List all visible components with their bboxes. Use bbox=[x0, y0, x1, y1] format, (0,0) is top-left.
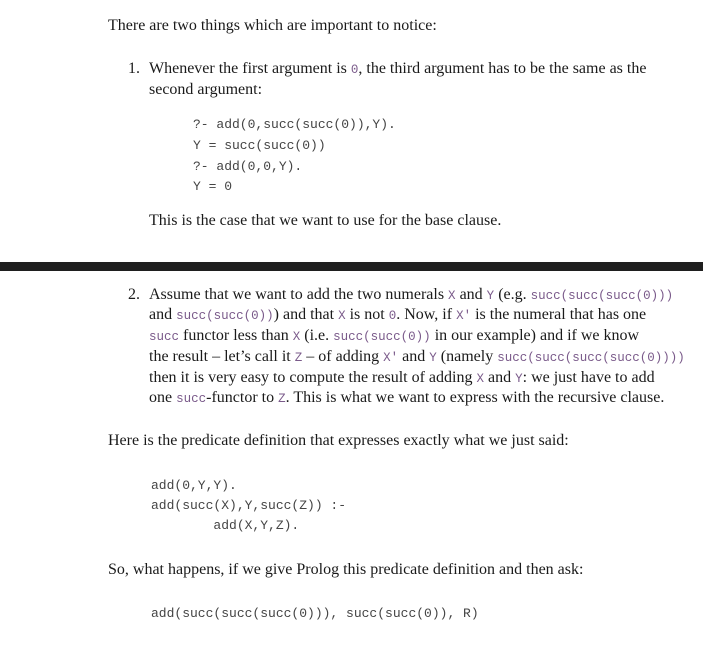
section-divider bbox=[0, 262, 703, 271]
text: and bbox=[149, 306, 177, 323]
code-line: ?- add(0,succ(succ(0)),Y). bbox=[193, 117, 396, 132]
text: then it is very easy to compute the result of adding bbox=[149, 369, 477, 386]
code-inline: succ(succ(0)) bbox=[176, 309, 274, 323]
text: : we just have to add bbox=[522, 369, 655, 386]
text: and bbox=[398, 348, 430, 365]
text: ) and that bbox=[273, 306, 339, 323]
list-item-1-note: This is the case that we want to use for the base clause. bbox=[149, 212, 502, 229]
question-text: So, what happens, if we give Prolog this predicate definition and then ask: bbox=[108, 561, 584, 578]
text: , the third argument has to be the same as the bbox=[358, 60, 647, 77]
text: . Now, if bbox=[396, 306, 457, 323]
text: -functor to bbox=[206, 389, 279, 406]
code-inline: Z bbox=[278, 392, 286, 406]
text: and bbox=[484, 369, 516, 386]
code-inline: 0 bbox=[388, 309, 397, 323]
code-inline: Y bbox=[486, 289, 495, 303]
list-item-2-line-4 bbox=[149, 347, 685, 368]
list-item-2-line-5 bbox=[149, 368, 655, 389]
code-line: add(X,Y,Z). bbox=[151, 518, 300, 533]
list-item-2-line-6 bbox=[149, 388, 664, 409]
text: and bbox=[455, 286, 487, 303]
predicate-intro-text: Here is the predicate definition that expresses exactly what we just said: bbox=[108, 432, 569, 449]
text: . This is what we want to express with the recursive clause. bbox=[285, 389, 665, 406]
text: (i.e. bbox=[300, 327, 334, 344]
code-inline: X' bbox=[456, 309, 472, 323]
list-item-2-line-1 bbox=[149, 285, 673, 306]
list-number-1: 1. bbox=[128, 60, 140, 77]
query-code: add(succ(succ(succ(0))), succ(succ(0)), R) bbox=[151, 606, 479, 621]
text: is the numeral that has one bbox=[471, 306, 647, 323]
code-line: Y = succ(succ(0)) bbox=[193, 138, 326, 153]
code-inline: succ bbox=[176, 392, 207, 406]
code-inline: succ(succ(succ(0))) bbox=[530, 289, 674, 303]
text: one bbox=[149, 389, 177, 406]
code-line: Y = 0 bbox=[193, 179, 233, 194]
code-inline: X bbox=[448, 289, 456, 303]
text: (namely bbox=[436, 348, 498, 365]
list-item-2-line-2 bbox=[149, 305, 646, 326]
code-line: add(0,Y,Y). bbox=[151, 478, 237, 493]
text: is not bbox=[345, 306, 389, 323]
list-item-1-line-2: second argument: bbox=[149, 81, 263, 98]
text: Whenever the first argument is bbox=[149, 60, 351, 77]
code-inline: X' bbox=[383, 351, 399, 365]
list-number-2: 2. bbox=[128, 286, 140, 303]
code-inline: Y bbox=[515, 372, 523, 386]
list-item-2-line-3 bbox=[149, 326, 639, 347]
code-line: ?- add(0,0,Y). bbox=[193, 159, 303, 174]
code-inline: X bbox=[338, 309, 346, 323]
code-inline: X bbox=[476, 372, 484, 386]
code-inline: X bbox=[292, 330, 301, 344]
text: (e.g. bbox=[494, 286, 531, 303]
text: in our example) and if we know bbox=[430, 327, 640, 344]
code-inline: succ(succ(0)) bbox=[333, 330, 431, 344]
code-inline: succ(succ(succ(succ(0)))) bbox=[497, 351, 685, 365]
code-line: add(succ(X),Y,succ(Z)) :- bbox=[151, 498, 347, 513]
text: – of adding bbox=[302, 348, 384, 365]
text: Assume that we want to add the two numerals bbox=[149, 286, 449, 303]
intro-text: There are two things which are important to notice: bbox=[108, 17, 437, 34]
code-inline: Y bbox=[429, 351, 437, 365]
text: the result – let’s call it bbox=[149, 348, 295, 365]
list-item-1-line-1 bbox=[149, 59, 646, 80]
code-inline: succ bbox=[149, 330, 180, 344]
code-inline: Z bbox=[294, 351, 303, 365]
code-inline: 0 bbox=[350, 63, 359, 77]
text: functor less than bbox=[179, 327, 293, 344]
